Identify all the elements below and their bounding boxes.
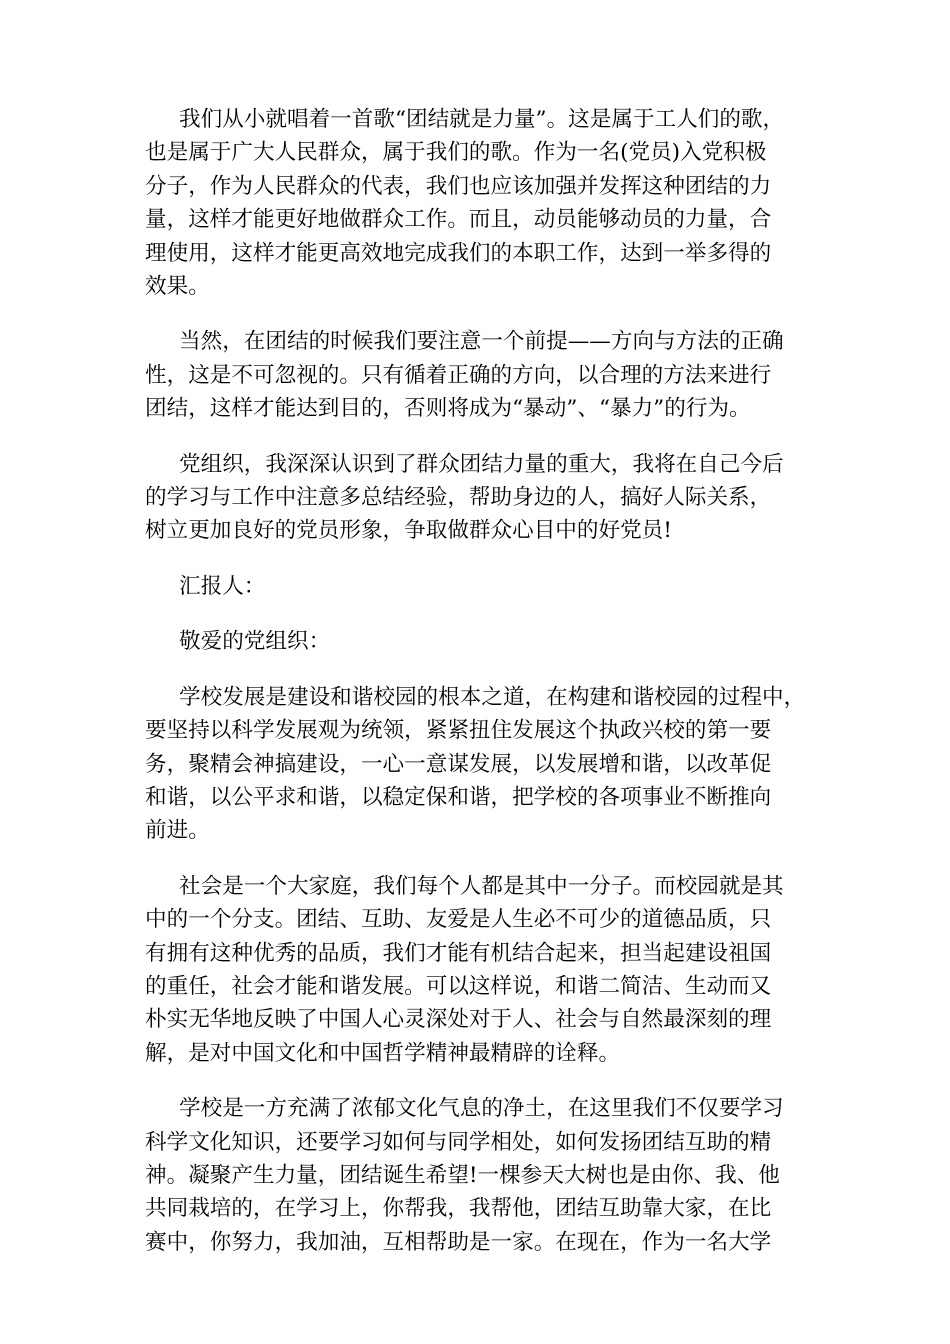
- text-line: 当然，在团结的时候我们要注意一个前提——方向与方法的正确: [179, 329, 784, 355]
- text-line: 性，这是不可忽视的。只有循着正确的方向，以合理的方法来进行: [145, 362, 772, 388]
- text-line: 社会是一个大家庭，我们每个人都是其中一分子。而校园就是其: [179, 873, 784, 899]
- text-line: 科学文化知识，还要学习如何与同学相处，如何发扬团结互助的精: [145, 1129, 772, 1155]
- text-line: 要坚持以科学发展观为统领，紧紧扭住发展这个执政兴校的第一要: [145, 718, 772, 744]
- paragraph-3: [145, 448, 825, 548]
- text-line: 学校是一方充满了浓郁文化气息的净土，在这里我们不仅要学习: [179, 1096, 784, 1122]
- text-line: 朴实无华地反映了中国人心灵深处对于人、社会与自然最深刻的理: [145, 1007, 772, 1033]
- text-line: 和谐，以公平求和谐，以稳定保和谐，把学校的各项事业不断推向: [145, 784, 772, 810]
- salutation: [145, 625, 825, 658]
- text-line: 团结，这样才能达到目的，否则将成为“暴动”、“暴力”的行为。: [145, 396, 751, 422]
- text-line: 树立更加良好的党员形象，争取做群众心目中的好党员!: [145, 518, 672, 544]
- text-line: 理使用，这样才能更高效地完成我们的本职工作，达到一举多得的: [145, 240, 772, 266]
- text-line: 学校发展是建设和谐校园的根本之道，在构建和谐校园的过程中，: [179, 684, 806, 710]
- text-line: 汇报人：: [179, 573, 266, 599]
- text-line: 神。凝聚产生力量，团结诞生希望!一棵参天大树也是由你、我、他: [145, 1162, 780, 1188]
- text-line: 的重任，社会才能和谐发展。可以这样说，和谐二简洁、生动而又: [145, 973, 772, 999]
- text-line: 效果。: [145, 274, 210, 300]
- text-line: 也是属于广大人民群众，属于我们的歌。作为一名(党员)入党积极: [145, 140, 767, 166]
- paragraph-1: [145, 103, 825, 303]
- paragraph-6: [145, 1092, 825, 1259]
- paragraph-2: [145, 325, 825, 425]
- text-line: 务，聚精会神搞建设，一心一意谋发展，以发展增和谐，以改革促: [145, 751, 772, 777]
- text-line: 敬爱的党组织：: [179, 629, 331, 655]
- text-line: 有拥有这种优秀的品质，我们才能有机结合起来，担当起建设祖国: [145, 940, 772, 966]
- text-line: 中的一个分支。团结、互助、友爱是人生必不可少的道德品质，只: [145, 907, 772, 933]
- text-line: 分子，作为人民群众的代表，我们也应该加强并发挥这种团结的力: [145, 173, 772, 199]
- document-body: [145, 103, 825, 1281]
- signature-label: [145, 570, 825, 603]
- text-line: 共同栽培的，在学习上，你帮我，我帮他，团结互助靠大家，在比: [145, 1196, 772, 1222]
- text-line: 量，这样才能更好地做群众工作。而且，动员能够动员的力量，合: [145, 207, 772, 233]
- text-line: 前进。: [145, 818, 210, 844]
- text-line: 的学习与工作中注意多总结经验，帮助身边的人，搞好人际关系，: [145, 485, 772, 511]
- text-line: 赛中，你努力，我加油，互相帮助是一家。在现在，作为一名大学: [145, 1229, 772, 1255]
- text-line: 我们从小就唱着一首歌“团结就是力量”。这是属于工人们的歌，: [179, 107, 785, 132]
- text-line: 党组织，我深深认识到了群众团结力量的重大，我将在自己今后: [179, 451, 784, 477]
- paragraph-5: [145, 870, 825, 1070]
- paragraph-4: [145, 681, 825, 848]
- text-line: 解，是对中国文化和中国哲学精神最精辟的诠释。: [145, 1040, 621, 1066]
